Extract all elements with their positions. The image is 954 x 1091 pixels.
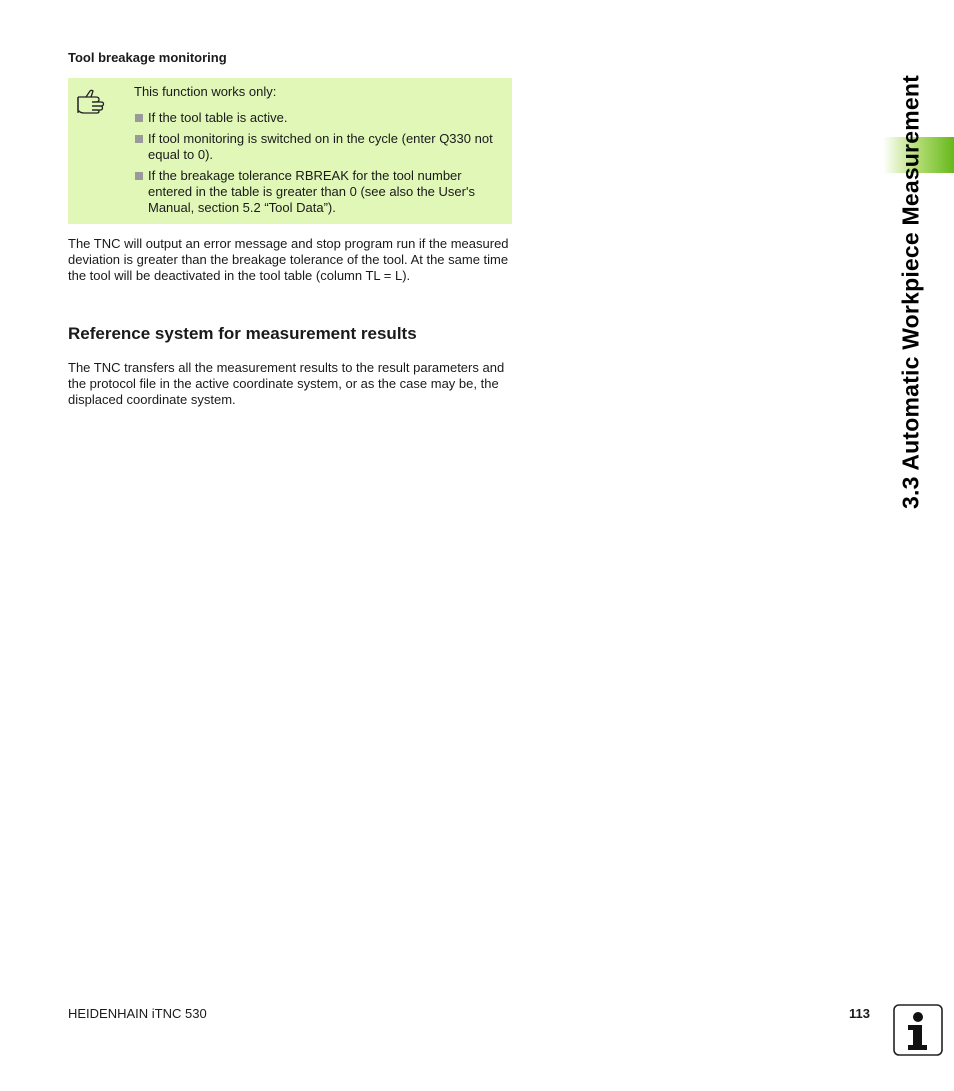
subsection-title: Tool breakage monitoring <box>68 50 227 65</box>
pointing-hand-icon <box>76 88 112 114</box>
list-item <box>134 110 504 126</box>
bullet-square-icon <box>135 135 143 143</box>
chapter-side-title: 3.3 Automatic Workpiece Measurement <box>897 75 924 509</box>
section-heading: Reference system for measurement results <box>68 324 417 343</box>
bullet-square-icon <box>135 172 143 180</box>
paragraph-reference-system: The TNC transfers all the measurement results to the result parameters and the protocol file in the active coordinate system, or as the case may be, the displaced coordinate system. <box>68 360 505 407</box>
note-list <box>134 110 504 216</box>
paragraph-error-message: The TNC will output an error message and stop program run if the measured deviation is greater than the breakage tolerance of the tool. At the same time the tool will be deactivated in the tool table (column TL = L). <box>68 236 509 283</box>
list-item-text: If the tool table is active. <box>148 110 288 125</box>
note-box <box>68 78 512 224</box>
note-intro: This function works only: <box>134 84 277 99</box>
footer-product-name: HEIDENHAIN iTNC 530 <box>68 1006 207 1021</box>
list-item <box>134 131 504 163</box>
list-item-text: If tool monitoring is switched on in the cycle (enter Q330 not equal to 0). <box>148 131 493 162</box>
info-icon <box>893 1004 943 1056</box>
bullet-square-icon <box>135 114 143 122</box>
note-content <box>134 84 504 221</box>
list-item <box>134 168 504 216</box>
page-number: 113 <box>849 1006 870 1021</box>
list-item-text: If the breakage tolerance RBREAK for the tool number entered in the table is greater than 0 (see also the User's Manual, section 5.2 “Tool Data”). <box>148 168 475 215</box>
